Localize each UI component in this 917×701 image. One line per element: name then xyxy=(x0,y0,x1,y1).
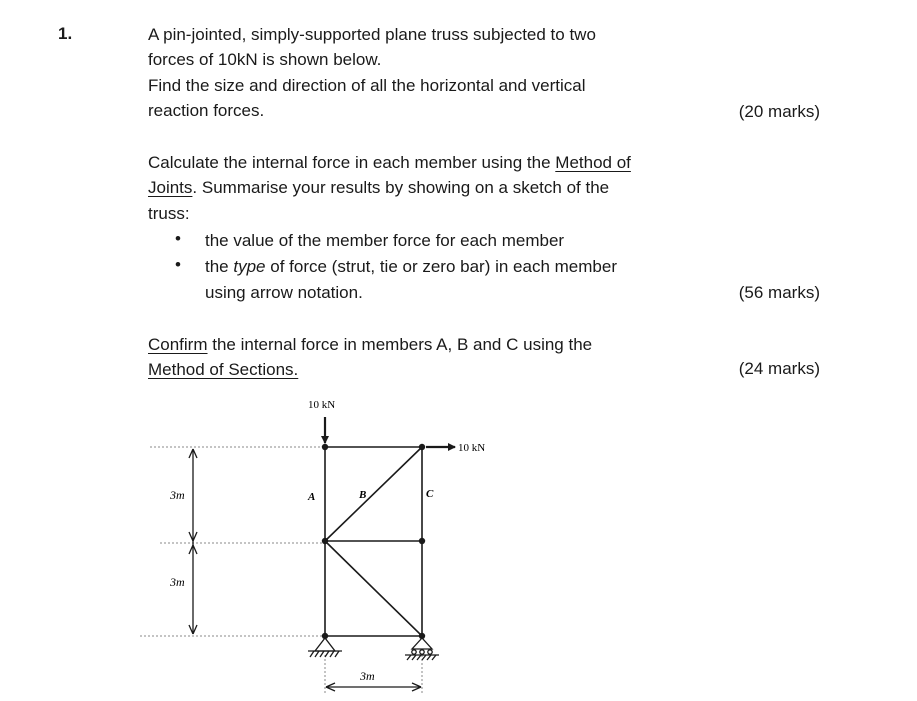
method-of-joints-part2: Joints xyxy=(148,178,193,197)
horizontal-dimension xyxy=(326,683,421,691)
load-right-label: 10 kN xyxy=(458,442,486,454)
vertical-dimension xyxy=(189,449,197,634)
part1-marks: (20 marks) xyxy=(738,102,820,121)
confirm-text: Confirm xyxy=(148,335,208,354)
dim-upper-label: 3m xyxy=(170,488,185,502)
bullet-line-3: using arrow notation. xyxy=(205,283,363,302)
member-diagonal-upper xyxy=(325,447,422,541)
member-b-label: B xyxy=(359,489,367,501)
part1-line-1: A pin-jointed, simply-supported plane truss subjected to two xyxy=(148,25,596,44)
dim-width-label: 3m xyxy=(360,669,375,683)
part1-line-3: Find the size and direction of all the horizontal and vertical xyxy=(148,76,586,95)
part2-marks: (56 marks) xyxy=(738,283,820,302)
member-c-label: C xyxy=(426,488,434,500)
bullet-dot-1: • xyxy=(175,229,181,248)
dim-lower-label: 3m xyxy=(170,575,185,589)
part3-marks: (24 marks) xyxy=(738,359,820,378)
guide-lines xyxy=(140,447,422,695)
part2-line2-text: . Summarise your results by showing on a sketch of the xyxy=(192,178,610,197)
member-a-label: A xyxy=(308,491,316,503)
bullet2-text-italic: type xyxy=(233,257,266,276)
part2-line1-text: Calculate the internal force in each member using the xyxy=(148,153,556,172)
bullet-line-1: the value of the member force for each member xyxy=(205,231,565,250)
truss-members xyxy=(325,447,422,636)
bullet2-text-post: of force (strut, tie or zero bar) in each member xyxy=(270,257,617,276)
part3-line1-text: the internal force in members A, B and C using the xyxy=(207,335,593,354)
part2-line-3: truss: xyxy=(148,204,190,223)
method-of-sections: Method of Sections. xyxy=(148,360,299,379)
member-diagonal-lower xyxy=(325,541,422,636)
load-top-label: 10 kN xyxy=(308,399,336,411)
question-number: 1. xyxy=(58,24,73,43)
pin-support xyxy=(308,638,342,657)
bullet2-text-pre: the xyxy=(205,257,229,276)
part1-line-2: forces of 10kN is shown below. xyxy=(148,50,382,69)
bullet-dot-2: • xyxy=(175,255,181,274)
part1-line-4: reaction forces. xyxy=(148,101,265,120)
method-of-joints-part1: Method of xyxy=(555,153,631,172)
